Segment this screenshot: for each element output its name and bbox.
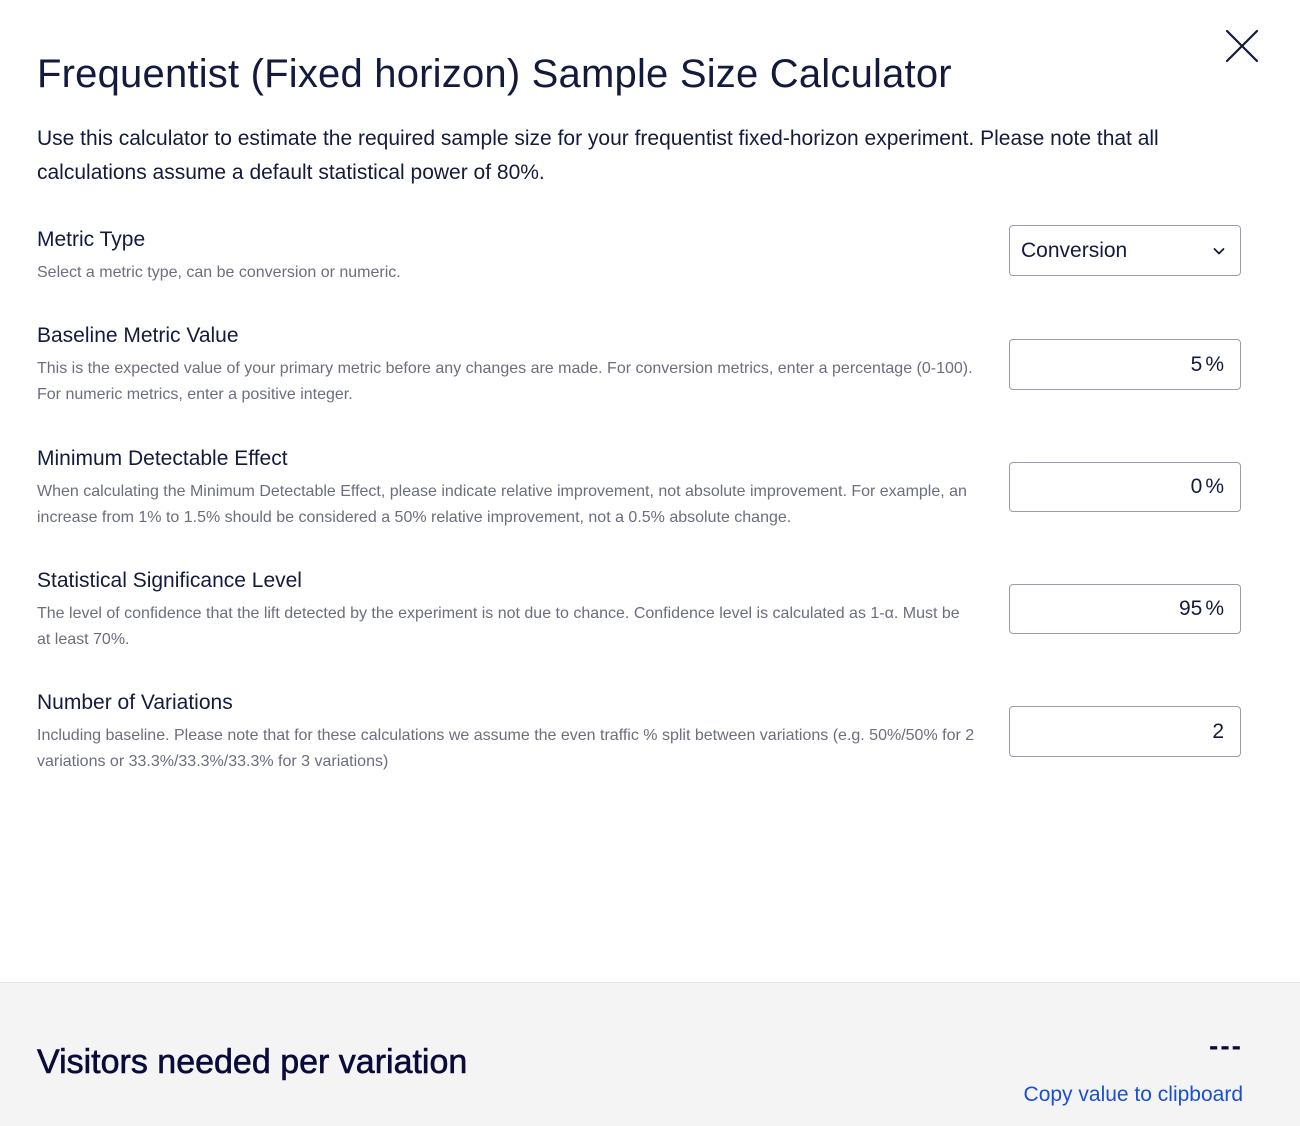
results-panel [0, 982, 1300, 1126]
close-icon [1222, 26, 1262, 66]
significance-value: 95 [1178, 597, 1203, 620]
intro-text: Use this calculator to estimate the required sample size for your frequentist fixed-horizon experiment. Please note that all calculations assume a default statistical power of 80%. [37, 127, 1159, 184]
mde-row [37, 447, 1243, 537]
results-title: Visitors needed per variation [37, 1043, 468, 1081]
variations-label: Number of Variations [37, 691, 233, 714]
baseline-unit: % [1205, 352, 1224, 376]
page-title: Frequentist (Fixed horizon) Sample Size Calculator [37, 52, 952, 96]
mde-unit: % [1205, 475, 1224, 498]
metric-type-label: Metric Type [37, 228, 146, 251]
baseline-label: Baseline Metric Value [37, 324, 239, 347]
variations-value: 2 [1212, 719, 1224, 743]
close-button[interactable] [1222, 26, 1262, 66]
significance-description: The level of confidence that the lift detected by the experiment is not due to chance. Confidence level is calculated as 1-α. Must be at least 70%. [37, 605, 960, 648]
metric-type-row [37, 228, 1243, 288]
mde-value: 0 [1190, 475, 1203, 498]
mde-label: Minimum Detectable Effect [37, 447, 288, 470]
metric-type-select[interactable] [1009, 225, 1241, 276]
significance-input[interactable] [1009, 584, 1241, 634]
baseline-description: This is the expected value of your primary metric before any changes are made. For conversion metrics, enter a percentage (0-100). For numeric metrics, enter a positive integer. [37, 360, 973, 403]
significance-row [37, 569, 1243, 659]
variations-input[interactable] [1009, 706, 1241, 757]
metric-type-description: Select a metric type, can be conversion or numeric. [37, 264, 401, 281]
baseline-value: 5 [1190, 352, 1203, 376]
baseline-row [37, 324, 1243, 414]
copy-to-clipboard-link[interactable]: Copy value to clipboard [1023, 1083, 1243, 1106]
chevron-down-icon [1212, 244, 1226, 258]
significance-label: Statistical Significance Level [37, 569, 302, 592]
variations-description: Including baseline. Please note that for these calculations we assume the even traffic % split between variations (e.g. 50%/50% for 2 variations or 33.3%/33.3%/33.3% for 3 variations) [37, 727, 975, 770]
mde-input[interactable] [1009, 462, 1241, 512]
metric-type-value: Conversion [1021, 238, 1128, 262]
variations-row [37, 691, 1243, 781]
results-value: --- [1209, 1030, 1243, 1061]
mde-description: When calculating the Minimum Detectable Effect, please indicate relative improvement, not absolute improvement. For example, an increase from 1% to 1.5% should be considered a 50% relative improvement, not a 0.5% absolute change. [37, 483, 967, 526]
baseline-input[interactable] [1009, 339, 1241, 390]
significance-unit: % [1205, 597, 1224, 620]
